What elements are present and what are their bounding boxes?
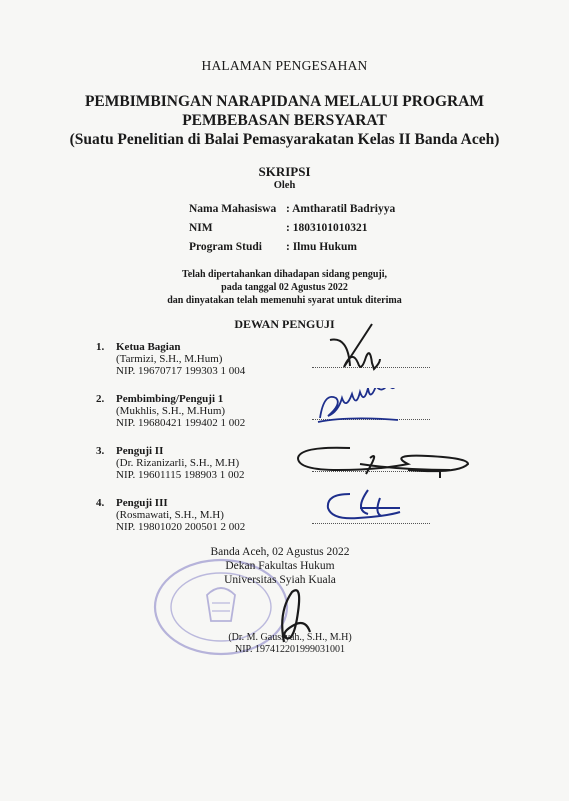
- student-program-value: : Ilmu Hukum: [286, 240, 357, 253]
- examiner-role: Ketua Bagian: [116, 341, 181, 353]
- examiner-role: Penguji II: [116, 445, 164, 457]
- examiner-nip: NIP. 19670717 199303 1 004: [116, 365, 246, 377]
- student-name-row: [189, 199, 395, 218]
- defense-line-2: pada tanggal 02 Agustus 2022: [221, 282, 348, 293]
- student-nim-value: : 1803101010321: [286, 221, 368, 234]
- examiner-role: Pembimbing/Penguji 1: [116, 393, 224, 405]
- title-line-1: PEMBIMBINGAN NARAPIDANA MELALUI PROGRAM: [84, 93, 485, 110]
- examiner-number: 2.: [96, 393, 105, 405]
- board-title: DEWAN PENGUJI: [234, 317, 335, 331]
- examiner-nip: NIP. 19680421 199402 1 002: [116, 417, 246, 429]
- signature-examiner-4: [320, 486, 410, 526]
- title-line-3: (Suatu Penelitian di Balai Pemasyarakatan Kelas II Banda Aceh): [69, 131, 500, 148]
- dean-nip: NIP. 197412201999031001: [234, 644, 345, 655]
- defense-line-3: dan dinyatakan telah memenuhi syarat untuk diterima: [167, 295, 402, 306]
- dean-name: (Dr. M. Gaussyah., S.H., M.H): [228, 632, 352, 643]
- examiner-nip: NIP. 19601115 198903 1 002: [116, 469, 245, 481]
- student-program-row: [189, 237, 395, 256]
- examiner-name: (Tarmizi, S.H., M.Hum): [116, 353, 223, 365]
- dean-title: Dekan Fakultas Hukum: [225, 560, 335, 572]
- student-nim-row: [189, 218, 395, 237]
- examiner-name: (Rosmawati, S.H., M.H): [116, 509, 224, 521]
- examiner-number: 1.: [96, 341, 105, 353]
- by-label: Oleh: [273, 180, 296, 191]
- examiner-name: (Mukhlis, S.H., M.Hum): [116, 405, 226, 417]
- dean-place-date: Banda Aceh, 02 Agustus 2022: [210, 546, 350, 558]
- signature-examiner-2: [314, 388, 414, 428]
- university-name: Universitas Syiah Kuala: [224, 574, 336, 586]
- document-type: SKRIPSI: [258, 164, 311, 179]
- signature-examiner-3: [290, 438, 470, 484]
- dean-block: [190, 545, 370, 587]
- student-program-label: Program Studi: [189, 240, 262, 253]
- student-identity: [189, 199, 395, 256]
- student-name-value: : Amtharatil Badriyya: [286, 202, 396, 215]
- examiner-role: Penguji III: [116, 497, 168, 509]
- title-line-2: PEMBEBASAN BERSYARAT: [182, 112, 387, 129]
- examiner-nip: NIP. 19801020 200501 2 002: [116, 521, 246, 533]
- examiner-number: 4.: [96, 497, 105, 509]
- signature-examiner-1: [322, 322, 382, 382]
- student-name-label: Nama Mahasiswa: [189, 202, 277, 215]
- defense-statement: [0, 268, 569, 307]
- thesis-title: [0, 92, 569, 149]
- page-header: HALAMAN PENGESAHAN: [201, 58, 368, 73]
- dean-signature-block: [200, 632, 380, 656]
- examiner-number: 3.: [96, 445, 105, 457]
- student-nim-label: NIM: [189, 221, 213, 234]
- examiner-name: (Dr. Rizanizarli, S.H., M.H): [116, 457, 240, 469]
- defense-line-1: Telah dipertahankan dihadapan sidang penguji,: [182, 269, 387, 280]
